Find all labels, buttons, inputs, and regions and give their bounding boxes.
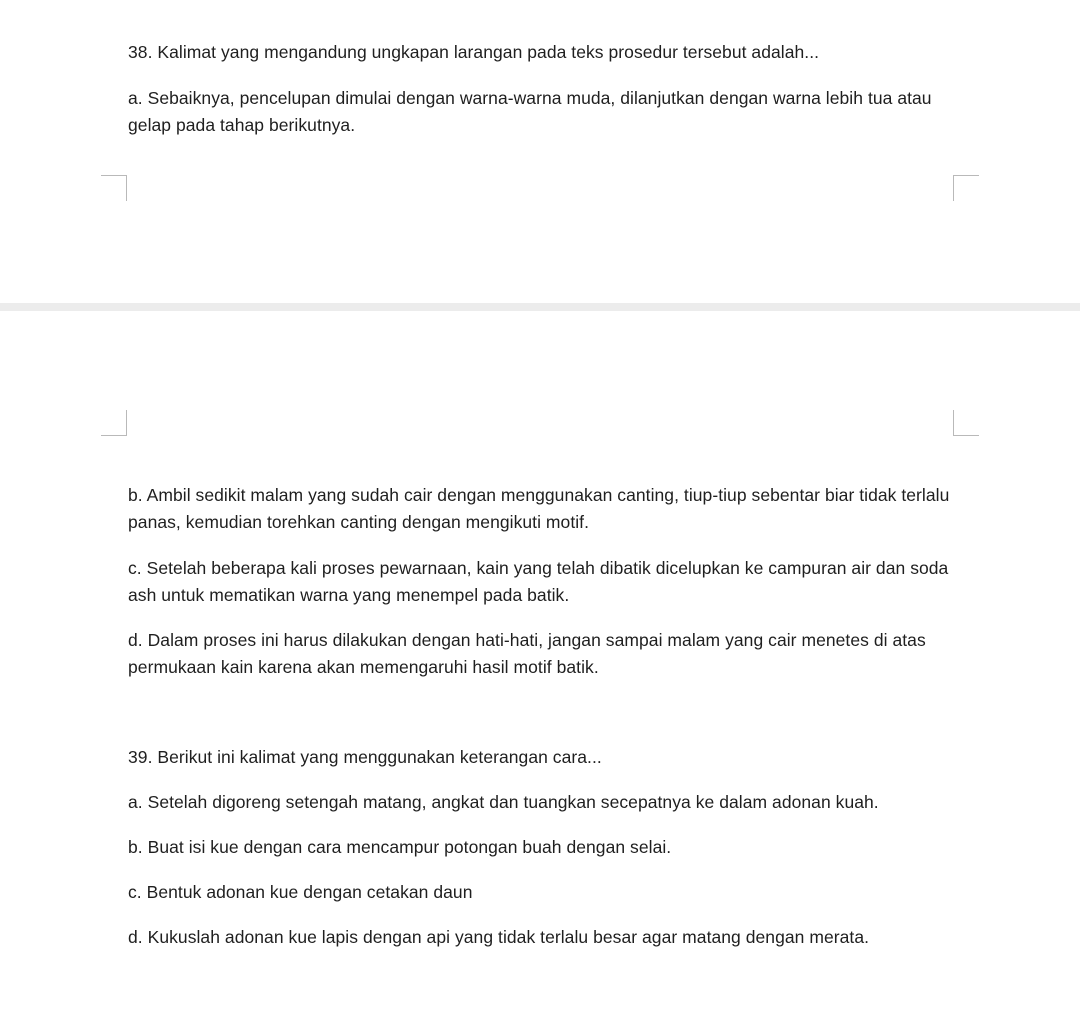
document-page-1	[0, 0, 1080, 303]
question-39-option-a: a. Setelah digoreng setengah matang, angkat dan tuangkan secepatnya ke dalam adonan kuah.	[128, 792, 879, 812]
question-39-option-c: c. Bentuk adonan kue dengan cetakan daun	[128, 882, 473, 902]
question-38-option-c: c. Setelah beberapa kali proses pewarnaan, kain yang telah dibatik dicelupkan ke campuran air dan soda ash untuk mematikan warna yang menempel pada batik.	[128, 558, 949, 605]
crop-mark-bottom-right	[953, 410, 979, 436]
crop-mark-top-right	[953, 175, 979, 201]
page-separator	[0, 303, 1080, 311]
crop-mark-bottom-left	[101, 410, 127, 436]
question-39-option-b: b. Buat isi kue dengan cara mencampur potongan buah dengan selai.	[128, 837, 672, 857]
question-39-option-d: d. Kukuslah adonan kue lapis dengan api yang tidak terlalu besar agar matang dengan merata.	[128, 927, 870, 947]
question-38-option-a: a. Sebaiknya, pencelupan dimulai dengan warna-warna muda, dilanjutkan dengan warna lebih tua atau gelap pada tahap berikutnya.	[128, 88, 932, 135]
crop-mark-top-left	[101, 175, 127, 201]
question-39-prompt: 39. Berikut ini kalimat yang menggunakan keterangan cara...	[128, 747, 602, 767]
question-38-prompt: 38. Kalimat yang mengandung ungkapan larangan pada teks prosedur tersebut adalah...	[128, 42, 820, 62]
question-38-option-d: d. Dalam proses ini harus dilakukan dengan hati-hati, jangan sampai malam yang cair menetes di atas permukaan kain karena akan memengaruhi hasil motif batik.	[128, 630, 926, 677]
question-38-option-b: b. Ambil sedikit malam yang sudah cair dengan menggunakan canting, tiup-tiup sebentar biar tidak terlalu panas, kemudian torehkan canting dengan mengikuti motif.	[128, 485, 950, 532]
